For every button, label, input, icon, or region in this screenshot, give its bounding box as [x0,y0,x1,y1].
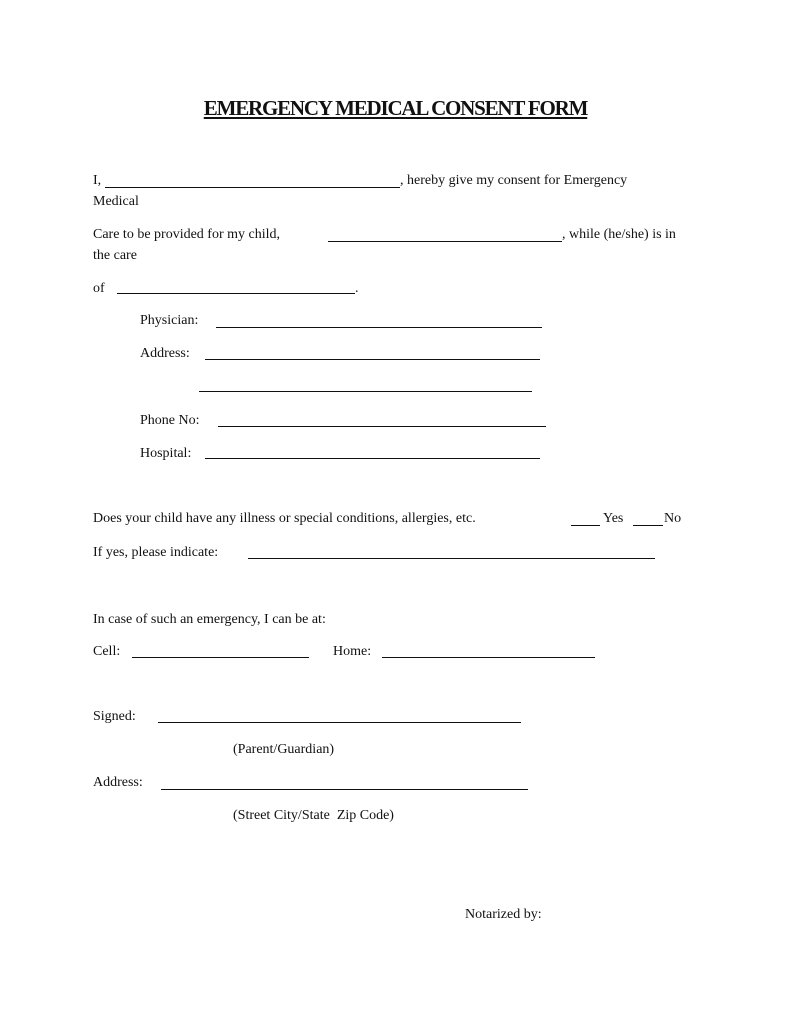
cell-label: Cell: [93,644,121,659]
of-prefix: of [93,281,105,296]
hospital-blank[interactable] [205,458,540,459]
care-prefix: Care to be provided for my child, [93,227,281,242]
yes-blank[interactable] [571,525,600,526]
parent-address-label: Address: [93,775,143,790]
yes-label: Yes [603,511,624,526]
hospital-label: Hospital: [140,446,192,461]
notarized-label: Notarized by: [465,907,542,922]
care-suffix: , while (he/she) is in [562,227,676,242]
phone-blank[interactable] [218,426,546,427]
parent-address-blank[interactable] [161,789,528,790]
consent-prefix: I, [93,173,102,188]
child-name-blank[interactable] [328,241,562,242]
signature-blank[interactable] [158,722,521,723]
indicate-blank[interactable] [248,558,655,559]
parent-name-blank[interactable] [105,187,400,188]
physician-address-blank-2[interactable] [199,391,532,392]
physician-label: Physician: [140,313,199,328]
consent-statement-cont: Medical [93,194,139,209]
conditions-question: Does your child have any illness or special conditions, allergies, etc. [93,511,476,526]
physician-address-blank[interactable] [205,359,540,360]
physician-blank[interactable] [216,327,542,328]
home-blank[interactable] [382,657,595,658]
address-caption: (Street City/State Zip Code) [233,808,394,823]
phone-label: Phone No: [140,413,200,428]
emergency-intro: In case of such an emergency, I can be at: [93,612,326,627]
cell-blank[interactable] [132,657,309,658]
no-label: No [664,511,682,526]
signed-label: Signed: [93,709,136,724]
physician-address-label: Address: [140,346,190,361]
form-title: EMERGENCY MEDICAL CONSENT FORM [203,96,588,120]
consent-statement: , hereby give my consent for Emergency [400,173,628,188]
home-label: Home: [333,644,372,659]
caregiver-name-blank[interactable] [117,293,355,294]
care-cont: the care [93,248,137,263]
signed-caption: (Parent/Guardian) [233,742,335,757]
no-blank[interactable] [633,525,663,526]
of-suffix: . [355,281,359,296]
indicate-label: If yes, please indicate: [93,545,219,560]
